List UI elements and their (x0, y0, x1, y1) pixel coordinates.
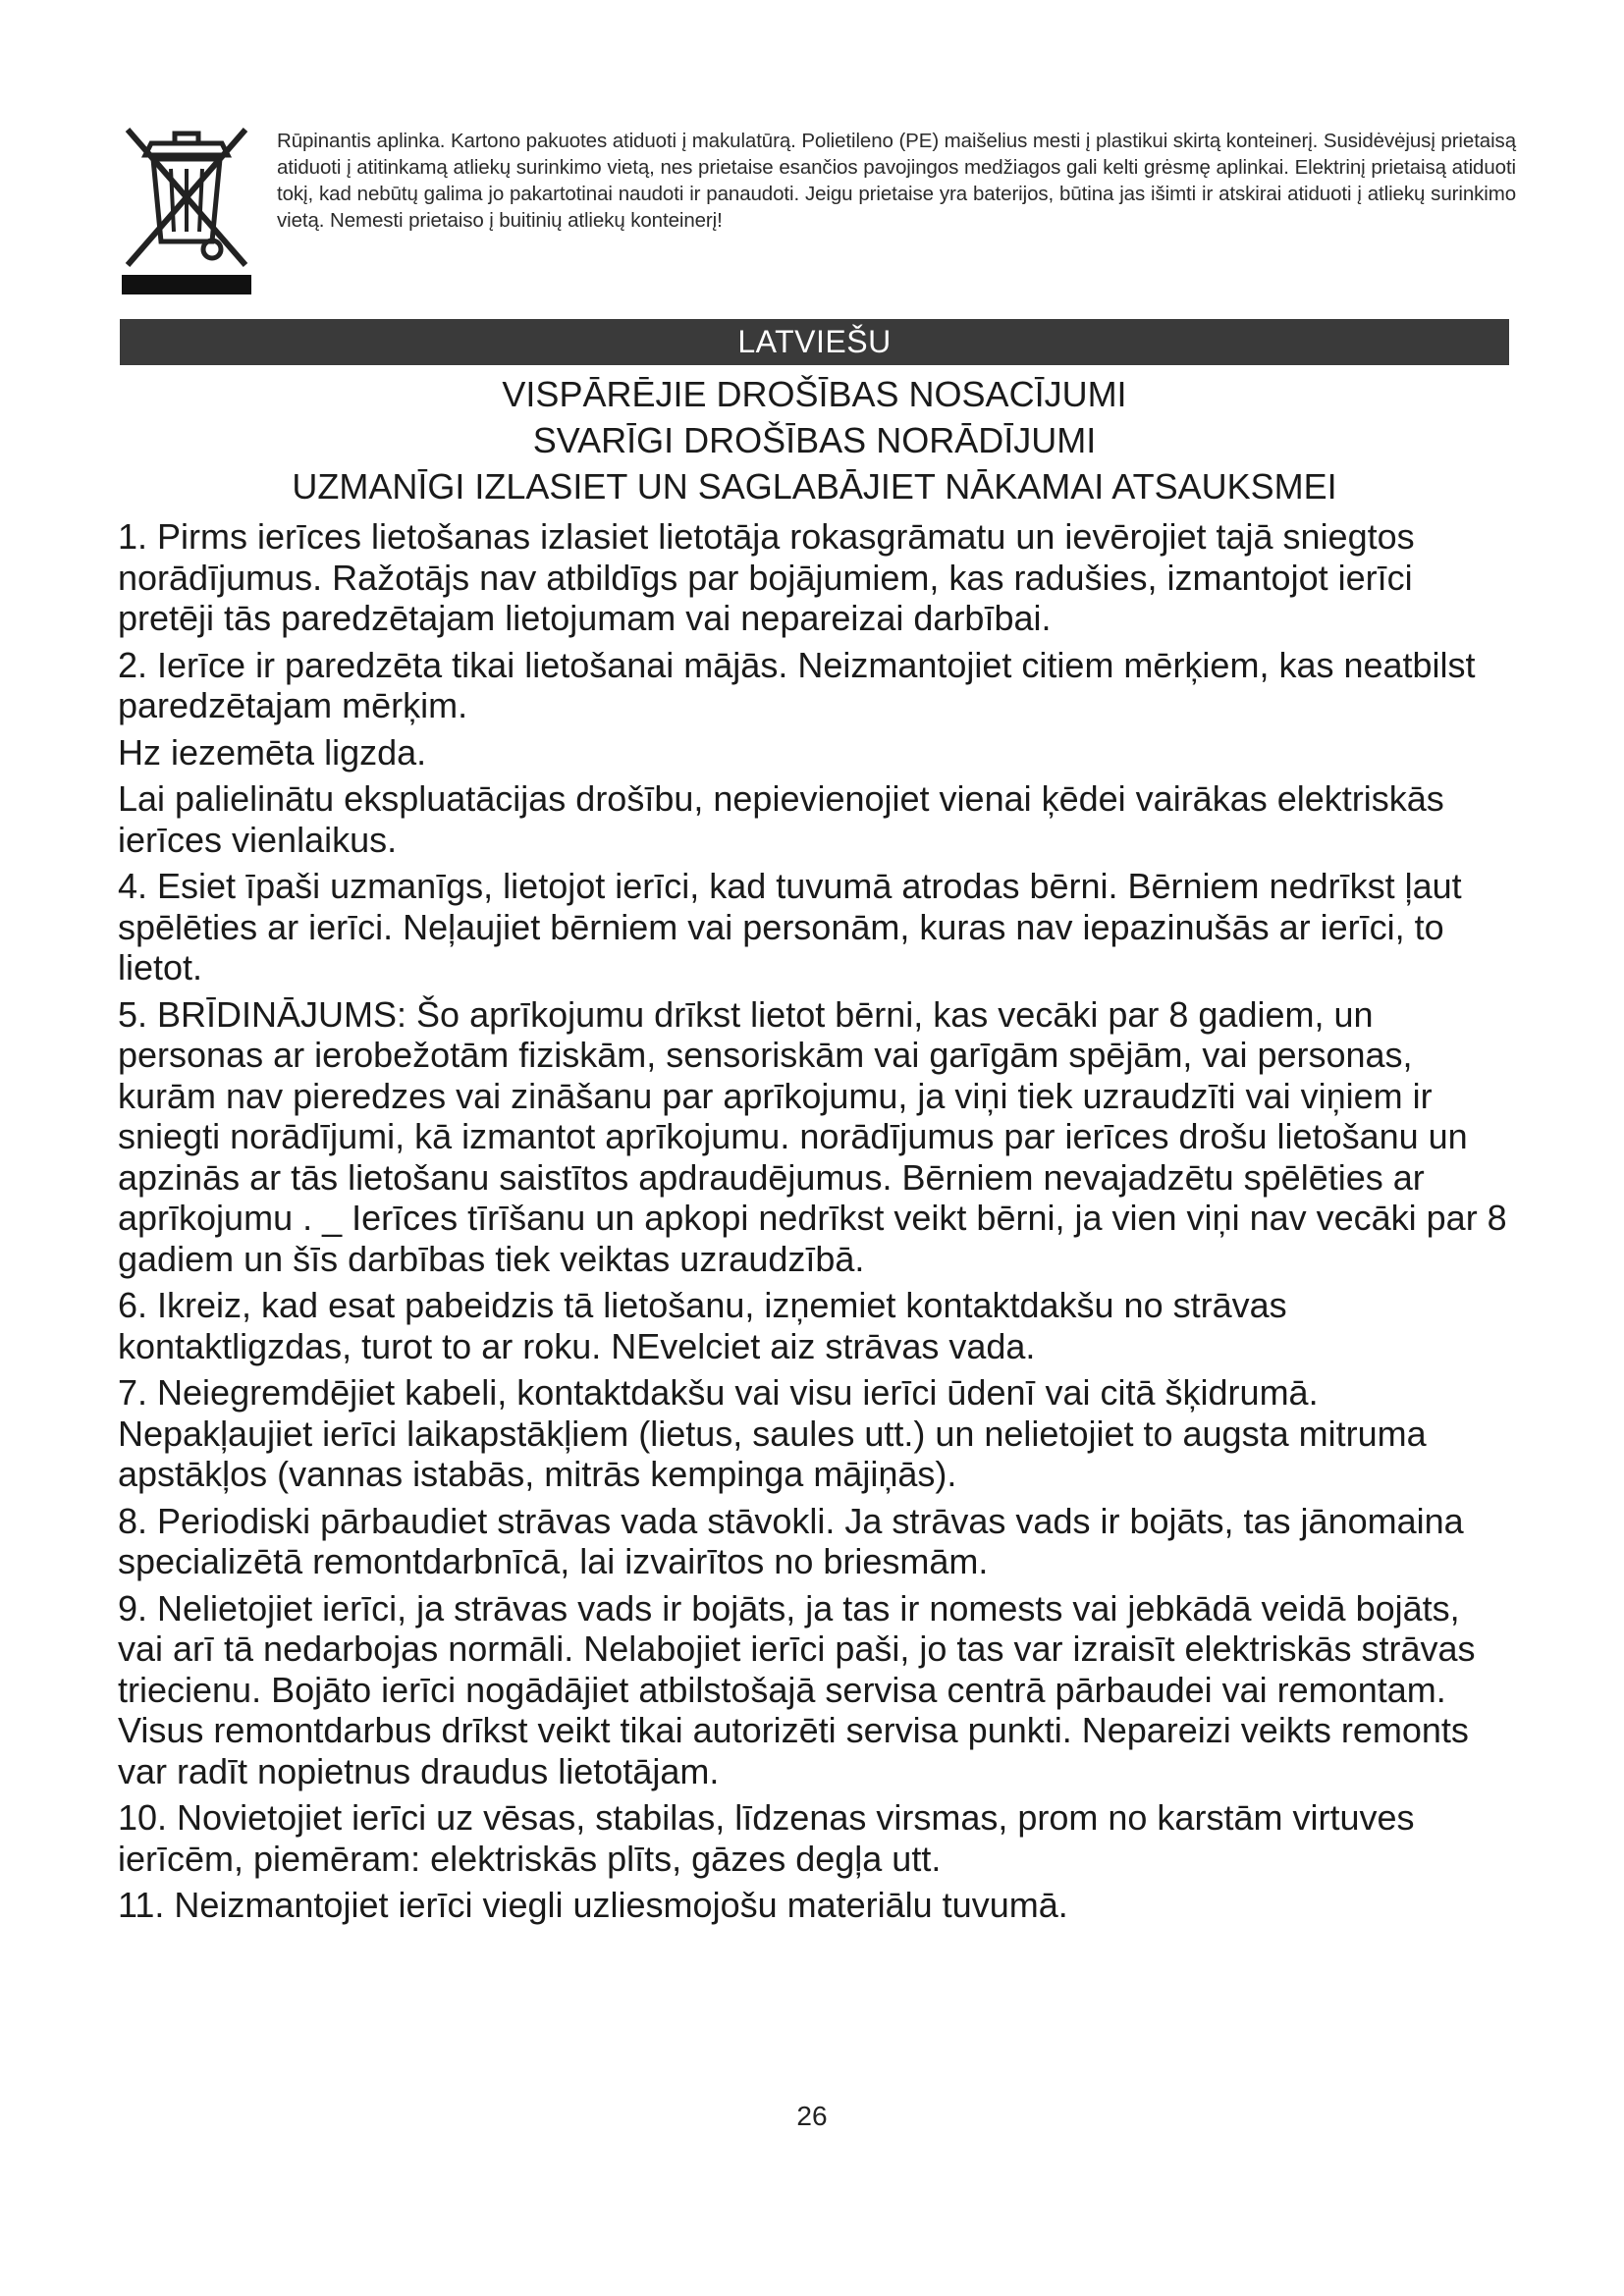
instruction-paragraph: 11. Neizmantojiet ierīci viegli uzliesmojošu materiālu tuvumā. (118, 1885, 1068, 1925)
section-headings (120, 371, 1509, 509)
instruction-paragraph: 2. Ierīce ir paredzēta tikai lietošanai mājās. Neizmantojiet citiem mērķiem, kas neatbilst paredzētajam mērķim. (118, 644, 1476, 725)
crossed-out-wheelie-bin-icon (120, 122, 253, 294)
safety-instructions (118, 516, 1512, 1932)
instruction-paragraph: 7. Neiegremdējiet kabeli, kontaktdakšu vai visu ierīci ūdenī vai citā šķidrumā. Nepakļaujiet ierīci laikapstākļiem (lietus, saules utt.) un nelietojiet to augsta mitruma apstākļos (vannas istabās, mitrās kempinga mājiņās). (118, 1372, 1427, 1494)
instruction-paragraph: 9. Nelietojiet ierīci, ja strāvas vads ir bojāts, ja tas ir nomests vai jebkādā veidā bojāts, vai arī tā nedarbojas normāli. Nelabojiet ierīci paši, jo tas var izraisīt elektriskās strāvas triecienu. Bojāto ierīci nogādājiet atbilstošajā servisa centrā pārbaudei vai remontam. Visus remontdarbus drīkst veikt tikai autorizēti servisa punkti. Nepareizi veikts remonts var radīt nopietnus draudus lietotājam. (118, 1587, 1476, 1791)
instruction-paragraph: 10. Novietojiet ierīci uz vēsas, stabilas, līdzenas virsmas, prom no karstām virtuves ierīcēm, piemēram: elektriskās plīts, gāzes degļa utt. (118, 1797, 1415, 1879)
recycling-notice-text: Rūpinantis aplinka. Kartono pakuotes atiduoti į makulatūrą. Polietileno (PE) maišelius mesti į plastikui skirtą konteinerį. Susidėvėjusį prietaisą atiduoti į atitinkamą atliekų surinkimo vietą, nes prietaise esančios pavojingos medžiagos gali kelti grėsmę aplinkai. Elektrinį prietaisą atiduoti tokį, kad nebūtų galima jo pakartotinai naudoti ir panaudoti. Jeigu prietaise yra baterijos, būtina jas išimti ir atskirai atiduoti į atliekų surinkimo vietą. Nemesti prietaiso į buitinių atliekų konteinerį! (277, 130, 1516, 232)
instruction-paragraph: Hz iezemēta ligzda. (118, 731, 427, 773)
instruction-paragraph: 1. Pirms ierīces lietošanas izlasiet lietotāja rokasgrāmatu un ievērojiet tajā sniegtos norādījumus. Ražotājs nav atbildīgs par bojājumiem, kas radušies, izmantojot ierīci pretēji tās paredzētajam lietojumam vai nepareizai darbībai. (118, 516, 1415, 638)
instruction-paragraph: 8. Periodiski pārbaudiet strāvas vada stāvokli. Ja strāvas vads ir bojāts, tas jānomaina specializētā remontdarbnīcā, lai izvairītos no briesmām. (118, 1500, 1464, 1581)
heading-general-safety: VISPĀRĒJIE DROŠĪBAS NOSACĪJUMI (502, 374, 1127, 414)
language-header-bar: LATVIEŠU (120, 319, 1509, 365)
page-number: 26 (796, 2101, 828, 2131)
instruction-paragraph: 6. Ikreiz, kad esat pabeidzis tā lietošanu, izņemiet kontaktdakšu no strāvas kontaktligzdas, turot to ar roku. NEvelciet aiz strāvas vada. (118, 1285, 1287, 1366)
recycling-notice (120, 122, 1524, 298)
heading-read-carefully: UZMANĪGI IZLASIET UN SAGLABĀJIET NĀKAMAI ATSAUKSMEI (292, 466, 1337, 507)
heading-important-safety: SVARĪGI DROŠĪBAS NORĀDĪJUMI (532, 420, 1097, 460)
instruction-paragraph: Lai palielinātu ekspluatācijas drošību, nepievienojiet vienai ķēdei vairākas elektriskās ierīces vienlaikus. (118, 778, 1444, 860)
instruction-paragraph: 5. BRĪDINĀJUMS: Šo aprīkojumu drīkst lietot bērni, kas vecāki par 8 gadiem, un personas ar ierobežotām fiziskām, sensoriskām vai garīgām spējām, vai personas, kurām nav pieredzes vai zināšanu par aprīkojumu, ja viņi tiek uzraudzīti vai viņiem ir sniegti norādījumi, kā izmantot aprīkojumu. norādījumus par ierīces drošu lietošanu un apzinās ar tās lietošanu saistītos apdraudējumus. Bērniem nevajadzētu spēlēties ar aprīkojumu . _ Ierīces tīrīšanu un apkopi nedrīkst veikt bērni, ja vien viņi nav vecāki par 8 gadiem un šīs darbības tiek veiktas uzraudzībā. (118, 993, 1507, 1279)
instruction-paragraph: 4. Esiet īpaši uzmanīgs, lietojot ierīci, kad tuvumā atrodas bērni. Bērniem nedrīkst ļaut spēlēties ar ierīci. Neļaujiet bērniem vai personām, kuras nav iepazinušās ar ierīci, to lietot. (118, 866, 1462, 988)
